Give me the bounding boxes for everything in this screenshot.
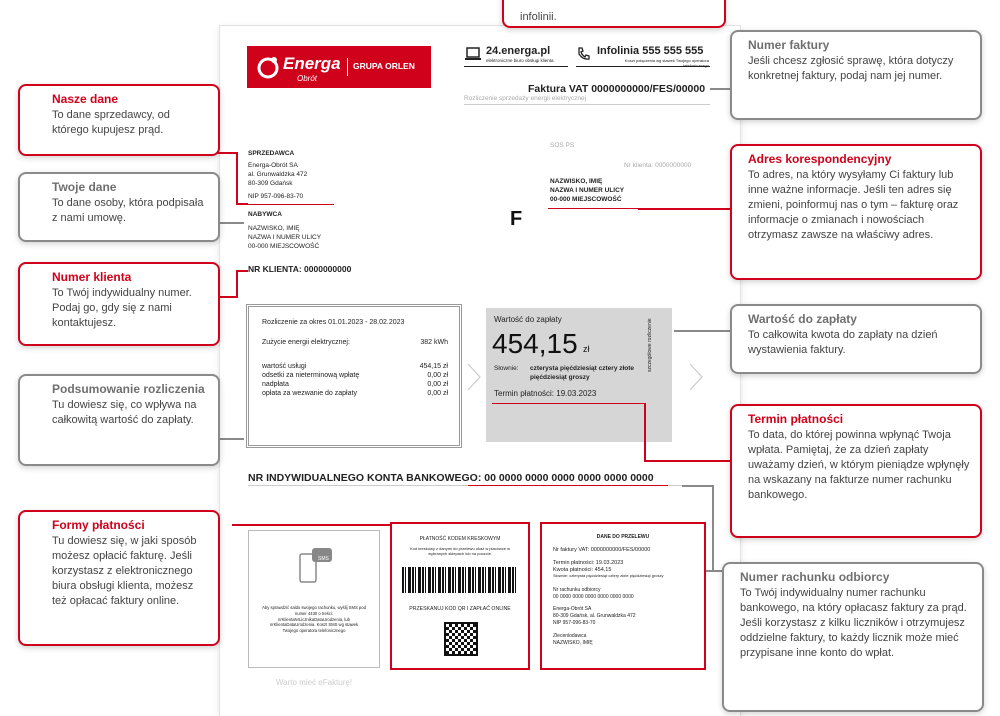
callout-title: Podsumowanie rozliczenia bbox=[52, 382, 205, 396]
callout-recipient-account bbox=[722, 562, 984, 712]
callout-hotline bbox=[502, 0, 726, 28]
payment-term: Termin płatności: 19.03.2023 bbox=[494, 389, 597, 398]
callout-text: To data, do której powinna wpłynąć Twoja wpłata. Pamiętaj, że za dzień zapłaty uważamy dzień, w którym pieniądze wpłynęły na wskazany na fakturze numer rachunku bankowego. bbox=[748, 429, 970, 501]
doc-code: SOS PS bbox=[550, 142, 575, 149]
document-mark: F bbox=[510, 208, 523, 230]
summary-row-value: 0,00 zł bbox=[427, 372, 448, 379]
callout-invoice-number bbox=[730, 30, 982, 120]
connector bbox=[706, 208, 730, 210]
amount-due-label: Wartość do zapłaty bbox=[494, 315, 562, 324]
logo-group: GRUPA ORLEN bbox=[353, 61, 415, 71]
transfer-line: Nr rachunku odbiorcy bbox=[553, 587, 601, 593]
transfer-line: Kwota płatności: 454,15 bbox=[553, 567, 612, 573]
callout-text: To całkowita kwota do zapłaty na dzień wystawienia faktury. bbox=[748, 329, 938, 356]
client-number-right: Nr klienta: 0000000000 bbox=[624, 162, 692, 169]
connector bbox=[232, 524, 390, 526]
seller-line: Energa-Obrót SA bbox=[248, 162, 298, 169]
chevron-right-icon bbox=[688, 362, 704, 392]
seller-line: al. Grunwaldzka 472 bbox=[248, 171, 308, 178]
summary-row-value: 0,00 zł bbox=[427, 390, 448, 397]
address-line: NAZWISKO, IMIĘ bbox=[550, 178, 603, 185]
callout-title: Termin płatności bbox=[748, 412, 844, 426]
connector bbox=[638, 208, 708, 210]
chevron-right-icon bbox=[466, 362, 482, 392]
callout-title: Numer rachunku odbiorcy bbox=[740, 570, 890, 584]
seller-line: NIP 957-096-83-70 bbox=[248, 193, 304, 200]
barcode-title: PŁATNOŚĆ KODEM KRESKOWYM bbox=[419, 536, 501, 542]
hotline-note: Koszt połączenia wg stawek Twojego operatora bbox=[624, 58, 709, 63]
address-underline bbox=[548, 208, 638, 209]
connector bbox=[236, 152, 238, 204]
sms-label: SMS bbox=[318, 556, 329, 562]
amount-words: czterysta pięćdziesiąt cztery złote pięćdziesiąt groszy bbox=[530, 365, 635, 381]
callout-text: To Twój indywidualny numer. Podaj go, gdy się z nami kontaktujesz. bbox=[52, 287, 192, 329]
callout-your-data bbox=[18, 172, 220, 242]
logo-brand: Energa bbox=[283, 54, 341, 73]
header-underline-2 bbox=[576, 66, 710, 67]
transfer-line: NIP 957-096-83-70 bbox=[553, 620, 596, 626]
efaktura-banner: Warto mieć eFakturę! bbox=[275, 678, 353, 687]
transfer-title: DANE DO PRZELEWU bbox=[596, 534, 650, 540]
callout-text: To Twój indywidualny numer rachunku bankowego, na który opłacasz faktury za prąd. Jeśli korzystasz z kilku liczników i otrzymujesz oddzielne faktury, to każdy licznik może mieć przypisane inne konto do wpłat. bbox=[740, 587, 967, 659]
connector bbox=[712, 486, 714, 570]
usage-value: 382 kWh bbox=[420, 339, 448, 346]
callout-settlement-summary bbox=[18, 374, 220, 466]
web-note: elektroniczne biuro obsługi klienta bbox=[486, 58, 554, 63]
transfer-line: Termin płatności: 19.03.2023 bbox=[553, 560, 624, 566]
bank-account-number: NR INDYWIDUALNEGO KONTA BANKOWEGO: 00 0000 0000 0000 0000 0000 0000 bbox=[248, 472, 654, 484]
seller-line: 80-309 Gdańsk bbox=[248, 180, 293, 187]
callout-title: Formy płatności bbox=[52, 518, 145, 532]
qr-label: PRZESKANUJ KOD QR I ZAPŁAĆ ONLINE bbox=[409, 606, 511, 612]
address-line: 00-000 MIEJSCOWOŚĆ bbox=[550, 196, 622, 203]
energa-logo-icon bbox=[255, 54, 281, 80]
connector bbox=[236, 203, 248, 205]
transfer-line: Słownie: czterysta pięćdziesiąt cztery złote pięćdziesiąt groszy bbox=[553, 573, 664, 578]
connector bbox=[710, 88, 730, 90]
callout-hotline-text: infolinii. bbox=[520, 11, 557, 23]
barcode-text: Kod kreskowy z danymi do przelewu okaż w placówce w wybranych sklepach lub na poczcie. bbox=[409, 546, 511, 556]
transfer-line: Energa-Obrót SA bbox=[553, 606, 592, 612]
callout-title: Numer faktury bbox=[748, 38, 830, 52]
transfer-line: 80-309 Gdańsk, al. Grunwaldzka 472 bbox=[553, 613, 636, 619]
callout-text: Jeśli chcesz zgłosić sprawę, która dotyczy konkretnej faktury, podaj nam jej numer. bbox=[748, 55, 954, 82]
amount-due-value: 454,15 bbox=[492, 328, 578, 359]
callout-title: Wartość do zapłaty bbox=[748, 312, 857, 326]
callout-client-number bbox=[18, 262, 220, 346]
buyer-line: NAZWISKO, IMIĘ bbox=[248, 225, 300, 232]
connector bbox=[706, 570, 722, 572]
transfer-line: 00 0000 0000 0000 0000 0000 0000 bbox=[553, 594, 634, 600]
buyer-line: 00-000 MIEJSCOWOŚĆ bbox=[248, 243, 320, 250]
seller-underline bbox=[246, 204, 334, 205]
callout-payment-term bbox=[730, 404, 982, 538]
hotline-label: Infolinia 555 555 555 bbox=[597, 45, 704, 57]
callout-text: Tu dowiesz się, co wpływa na całkowitą wartość do zapłaty. bbox=[52, 399, 197, 426]
logo-sub: Obrót bbox=[297, 74, 318, 83]
title-underline bbox=[464, 104, 710, 105]
callout-title: Numer klienta bbox=[52, 270, 132, 284]
connector bbox=[674, 330, 730, 332]
laptop-icon bbox=[464, 46, 482, 62]
callout-text: To dane osoby, która podpisała z nami umowę. bbox=[52, 197, 204, 224]
qr-code bbox=[444, 622, 478, 656]
invoice-title-sub: Rozliczenie sprzedaży energii elektrycznej bbox=[464, 95, 587, 102]
web-url[interactable]: 24.energa.pl bbox=[486, 45, 551, 57]
summary-row-label: nadpłata bbox=[262, 381, 289, 388]
callout-our-data bbox=[18, 84, 220, 156]
payment-term-underline bbox=[492, 403, 644, 404]
callout-text: To dane sprzedawcy, od którego kupujesz prąd. bbox=[52, 109, 170, 136]
connector bbox=[236, 270, 238, 298]
address-line: NAZWA I NUMER ULICY bbox=[550, 187, 625, 194]
amount-due-currency: zł bbox=[583, 344, 590, 354]
energa-logo bbox=[247, 46, 431, 88]
summary-row-label: wartość usługi bbox=[262, 363, 307, 370]
invoice-title: Faktura VAT 0000000000/FES/00000 bbox=[528, 83, 706, 95]
phone-icon bbox=[576, 46, 592, 62]
sms-text: Aby sprawdzić saldo swojego rachunku, wyślij SMS pod numer 4430 o treści: nrKlientaNrLicznikaDataUrodzenia, lub nrKlientaDataUrodzenia. Koszt SMS wg stawek Twojego operatora telefonicznego bbox=[262, 605, 366, 634]
callout-title: Adres korespondencyjny bbox=[748, 152, 892, 166]
callout-amount-due bbox=[730, 304, 982, 374]
bank-mark bbox=[468, 485, 668, 486]
connector bbox=[682, 485, 714, 487]
transfer-line: Nr faktury VAT: 0000000000/FES/00000 bbox=[553, 547, 651, 553]
callout-correspondence-address bbox=[730, 144, 982, 280]
detailed-settlement-label: szczegółowe rozliczenie bbox=[647, 318, 653, 372]
transfer-line: NAZWISKO, IMIĘ bbox=[553, 640, 593, 646]
usage-label: Zużycie energii elektrycznej: bbox=[262, 339, 350, 346]
summary-row-value: 0,00 zł bbox=[427, 381, 448, 388]
barcode bbox=[402, 567, 518, 593]
summary-row-label: odsetki za nieterminową wpłatę bbox=[262, 372, 360, 379]
amount-words-label: Słownie: bbox=[494, 365, 519, 372]
callout-title: Nasze dane bbox=[52, 92, 119, 106]
callout-text: To adres, na który wysyłamy Ci faktury lub inne ważne informacje. Jeśli ten adres się zmieni, poinformuj nas o tym – fakturę oraz informacje o zmianach i nowościach otrzymasz zawsze na właściwy adres. bbox=[748, 169, 959, 241]
header-underline-1 bbox=[464, 66, 568, 67]
summary-period: Rozliczenie za okres 01.01.2023 - 28.02.2023 bbox=[262, 319, 405, 326]
connector bbox=[236, 270, 248, 272]
transfer-line: Zleceniodawca bbox=[553, 633, 587, 639]
summary-row-label: opłata za wezwanie do zapłaty bbox=[262, 390, 357, 397]
logo-divider bbox=[347, 58, 348, 76]
buyer-line: NAZWA I NUMER ULICY bbox=[248, 234, 322, 241]
summary-row-value: 454,15 zł bbox=[419, 363, 448, 370]
seller-heading: SPRZEDAWCA bbox=[248, 150, 295, 157]
phone-sms-icon bbox=[296, 546, 336, 586]
connector bbox=[644, 403, 646, 461]
callout-title: Twoje dane bbox=[52, 180, 117, 194]
callout-payment-methods bbox=[18, 510, 220, 646]
buyer-heading: NABYWCA bbox=[248, 211, 282, 218]
callout-text: Tu dowiesz się, w jaki sposób możesz opłacić fakturę. Jeśli korzystasz z elektronicznego biura obsługi klienta, możesz też opłacać faktury online. bbox=[52, 535, 197, 607]
connector bbox=[644, 460, 730, 462]
client-number: NR KLIENTA: 0000000000 bbox=[248, 264, 352, 274]
